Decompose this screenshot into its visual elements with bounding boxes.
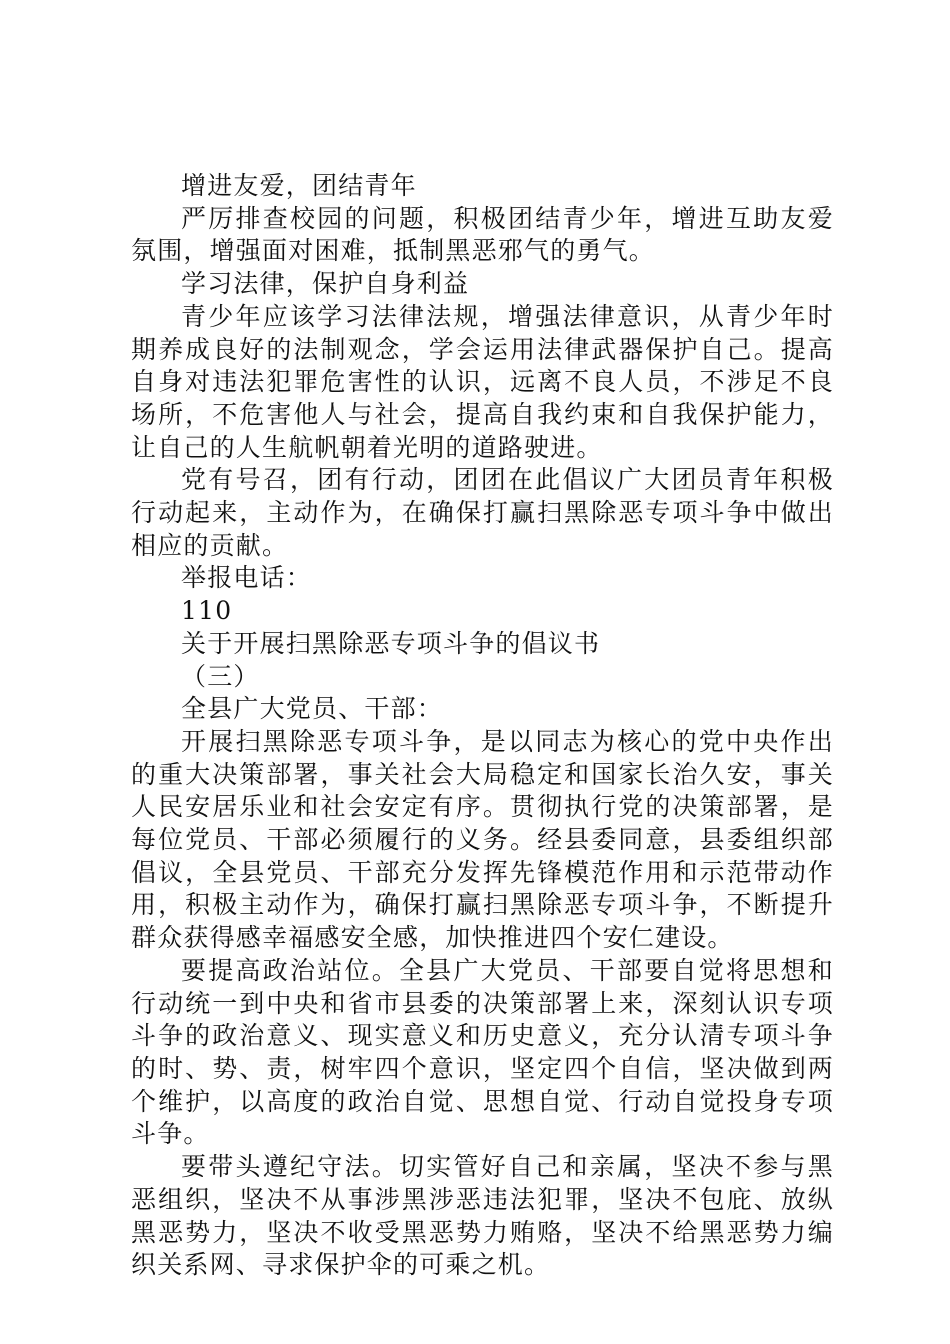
body-paragraph: 严厉排查校园的问题，积极团结青少年，增进互助友爱氛围，增强面对困难，抵制黑恶邪气的勇气。 xyxy=(131,203,834,266)
document-page xyxy=(131,170,834,1282)
hotline-label: 举报电话： xyxy=(181,563,313,593)
body-paragraph: 要提高政治站位。全县广大党员、干部要自觉将思想和行动统一到中央和省市县委的决策部署上来，深刻认识专项斗争的政治意义、现实意义和历史意义，充分认清专项斗争的时、势、责，树牢四个意识，坚定四个自信，坚决做到两个维护，以高度的政治自觉、思想自觉、行动自觉投身专项斗争。 xyxy=(131,955,834,1149)
body-paragraph: 青少年应该学习法律法规，增强法律意识，从青少年时期养成良好的法制观念，学会运用法律武器保护自己。提高自身对违法犯罪危害性的认识，远离不良人员，不涉足不良场所，不危害他人与社会，提高自我约束和自我保护能力，让自己的人生航帆朝着光明的道路驶进。 xyxy=(131,301,834,462)
section-heading-law: 学习法律，保护自身利益 xyxy=(181,269,470,299)
document-title: 关于开展扫黑除恶专项斗争的倡议书 xyxy=(181,628,601,658)
section-number: （三） xyxy=(181,661,260,691)
section-heading-friendship: 增进友爱，团结青年 xyxy=(181,171,417,200)
salutation: 全县广大党员、干部： xyxy=(181,694,444,724)
body-paragraph: 要带头遵纪守法。切实管好自己和亲属，坚决不参与黑恶组织，坚决不从事涉黑涉恶违法犯罪，坚决不包庇、放纵黑恶势力，坚决不收受黑恶势力贿赂，坚决不给黑恶势力编织关系网、寻求保护伞的可乘之机。 xyxy=(131,1152,834,1280)
hotline-number: 110 xyxy=(181,596,233,626)
body-paragraph: 开展扫黑除恶专项斗争，是以同志为核心的党中央作出的重大决策部署，事关社会大局稳定和国家长治久安，事关人民安居乐业和社会安定有序。贯彻执行党的决策部署，是每位党员、干部必须履行的义务。经县委同意，县委组织部倡议，全县党员、干部充分发挥先锋模范作用和示范带动作用，积极主动作为，确保打赢扫黑除恶专项斗争，不断提升群众获得感幸福感安全感，加快推进四个安仁建设。 xyxy=(131,726,834,953)
body-paragraph: 党有号召，团有行动，团团在此倡议广大团员青年积极行动起来，主动作为，在确保打赢扫黑除恶专项斗争中做出相应的贡献。 xyxy=(131,465,834,560)
